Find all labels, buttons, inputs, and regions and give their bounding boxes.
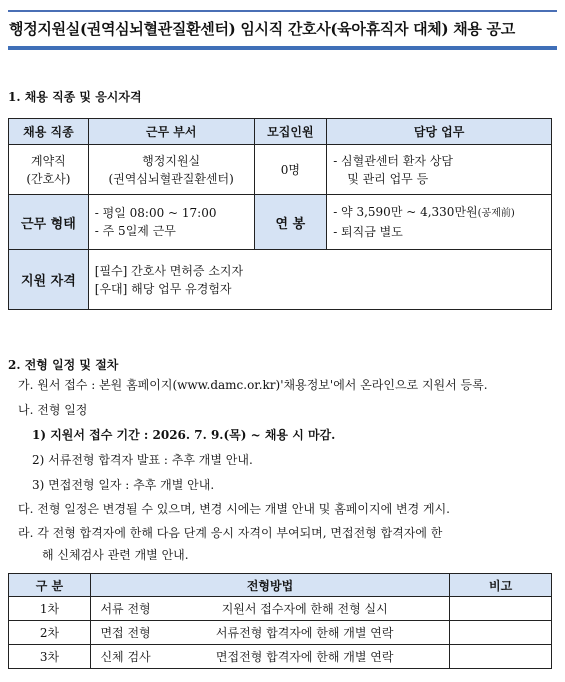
work-label: 근무 형태 xyxy=(9,195,89,250)
qualification-preferred: [우대] 해당 업무 유경험자 xyxy=(94,281,232,296)
type-cell: 서류 전형 xyxy=(90,597,160,621)
note-cell xyxy=(450,645,552,669)
schedule-heading: 나. 전형 일정 xyxy=(18,403,88,417)
header-duty: 담당 업무 xyxy=(327,119,552,145)
dept-cell xyxy=(88,145,254,195)
title-bottom-rule xyxy=(8,46,557,50)
schedule-change-note: 다. 전형 일정은 변경될 수 있으며, 변경 시에는 개별 안내 및 홈페이지에 변경 게시. xyxy=(18,502,450,516)
salary-cell xyxy=(327,195,552,250)
application-line: 가. 원서 접수 : 본원 홈페이지(www.damc.or.kr)'채용정보'에서 온라인으로 지원서 등록. xyxy=(18,378,488,392)
note-cell xyxy=(450,597,552,621)
salary-line xyxy=(333,203,551,223)
process-table xyxy=(8,573,552,669)
stage-cell: 3차 xyxy=(9,645,91,669)
job-row xyxy=(9,145,552,195)
duty-line: 및 관리 업무 등 xyxy=(347,171,429,186)
table-row xyxy=(9,597,552,621)
job-line: (간호사) xyxy=(26,171,71,186)
dept-line: (권역심뇌혈관질환센터) xyxy=(108,171,234,186)
job-cell xyxy=(9,145,89,195)
table-row xyxy=(9,621,552,645)
title-bar xyxy=(0,0,565,52)
work-cell xyxy=(88,195,254,250)
salary-label: 연 봉 xyxy=(254,195,327,250)
header-job: 채용 직종 xyxy=(9,119,89,145)
schedule-item-3: 3) 면접전형 일자 : 추후 개별 안내. xyxy=(32,478,215,492)
desc-cell: 지원서 접수자에 한해 전형 실시 xyxy=(160,597,449,621)
section-2-heading: 2. 전형 일정 및 절차 xyxy=(8,358,119,372)
header-note: 비고 xyxy=(450,574,552,597)
stage-eligibility-note: 라. 각 전형 합격자에 한해 다음 단계 응시 자격이 부여되며, 면접전형 합격자에 한 xyxy=(18,526,443,540)
job-table-header xyxy=(9,119,552,145)
duty-cell xyxy=(327,145,552,195)
salary-note: (공제前) xyxy=(477,208,515,219)
salary-extra: - 퇴직금 별도 xyxy=(333,225,403,239)
dept-line: 행정지원실 xyxy=(142,153,201,168)
salary-range: - 약 3,590만 ~ 4,330만원 xyxy=(333,205,478,219)
table-row xyxy=(9,645,552,669)
work-row xyxy=(9,195,552,250)
job-table xyxy=(8,118,552,310)
qualification-row xyxy=(9,250,552,310)
work-line: - 주 5일제 근무 xyxy=(94,224,176,238)
header-stage: 구 분 xyxy=(9,574,91,597)
schedule-item-2: 2) 서류전형 합격자 발표 : 추후 개별 안내. xyxy=(32,453,253,467)
type-cell: 신체 검사 xyxy=(90,645,160,669)
stage-cell: 2차 xyxy=(9,621,91,645)
header-dept: 근무 부서 xyxy=(88,119,254,145)
duty-line: - 심혈관센터 환자 상담 xyxy=(333,153,454,168)
job-line: 계약직 xyxy=(31,153,66,168)
process-table-header xyxy=(9,574,552,597)
desc-cell: 면접전형 합격자에 한해 개별 연락 xyxy=(160,645,449,669)
qualification-cell xyxy=(88,250,551,310)
type-cell: 면접 전형 xyxy=(90,621,160,645)
header-count: 모집인원 xyxy=(254,119,327,145)
title-top-rule xyxy=(8,10,557,12)
qualification-label: 지원 자격 xyxy=(9,250,89,310)
header-method: 전형방법 xyxy=(90,574,449,597)
desc-cell: 서류전형 합격자에 한해 개별 연락 xyxy=(160,621,449,645)
count-cell: 0명 xyxy=(254,145,327,195)
note-cell xyxy=(450,621,552,645)
qualification-required: [필수] 간호사 면허증 소지자 xyxy=(94,263,244,278)
page-title: 행정지원실(권역심뇌혈관질환센터) 임시직 간호사(육아휴직자 대체) 채용 공고 xyxy=(9,20,515,38)
schedule-item-1: 1) 지원서 접수 기간 : 2026. 7. 9.(목) ~ 채용 시 마감. xyxy=(32,428,336,442)
stage-cell: 1차 xyxy=(9,597,91,621)
section-1-heading: 1. 채용 직종 및 응시자격 xyxy=(8,90,142,104)
stage-eligibility-note-cont: 해 신체검사 관련 개별 안내. xyxy=(42,548,189,562)
work-line: - 평일 08:00 ~ 17:00 xyxy=(94,206,217,220)
